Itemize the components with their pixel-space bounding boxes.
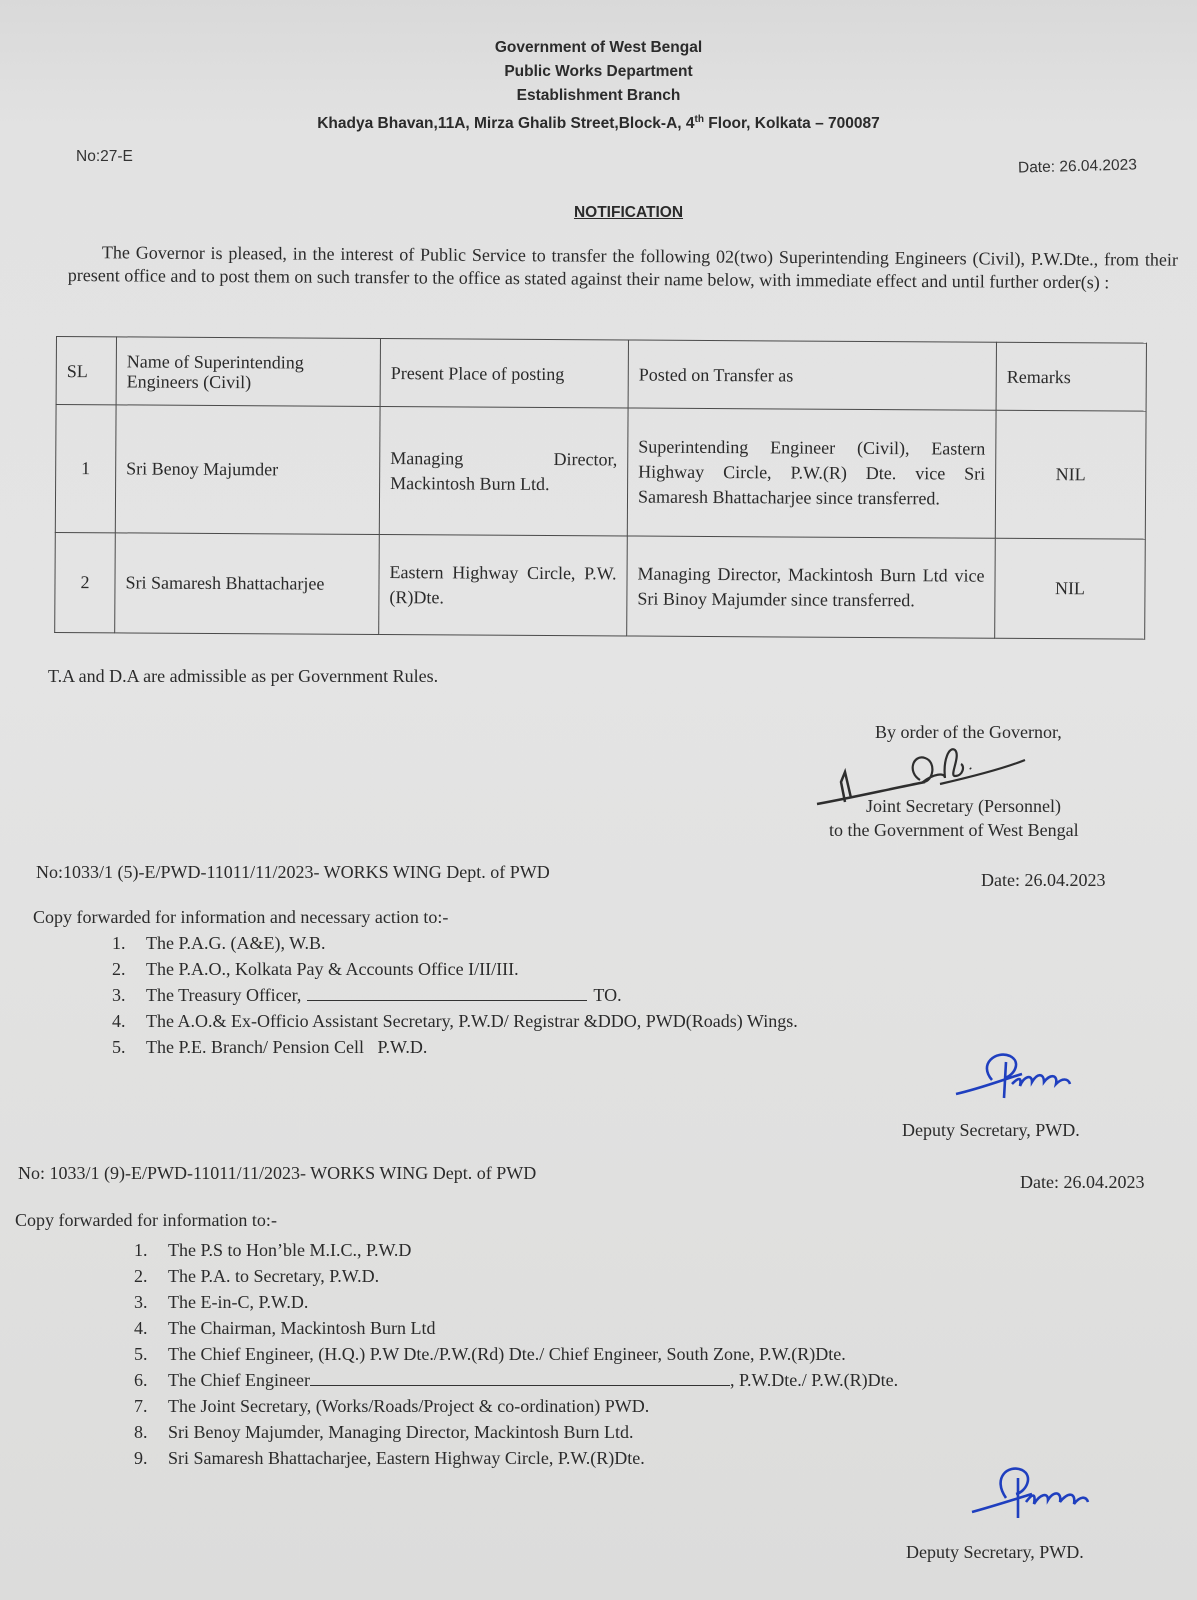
list-item: 7. The Joint Secretary, (Works/Roads/Project & co-ordination) PWD.: [134, 1396, 650, 1416]
copy1-list: [112, 930, 798, 1060]
copy2-list: [134, 1237, 898, 1471]
list-item: 1. The P.A.G. (A&E), W.B.: [112, 933, 326, 953]
col-header-remarks: Remarks: [996, 342, 1146, 411]
department-name: Public Works Department: [504, 63, 693, 80]
table-row: [55, 405, 1146, 540]
copy2-intro: Copy forwarded for information to:-: [15, 1210, 277, 1230]
transfer-table: [54, 336, 1147, 640]
blank-fill-line: [307, 982, 587, 1001]
cell-posted: Superintending Engineer (Civil), Eastern Highway Circle, P.W.(R) Dte. vice Sri Samaresh Bhattacharjee since transferred.: [627, 408, 996, 538]
deputy-secretary-signature-2-icon: [968, 1462, 1108, 1532]
cell-remarks: NIL: [995, 410, 1146, 539]
memo-date: Date: 26.04.2023: [1017, 156, 1138, 177]
letterhead: [0, 36, 1197, 136]
cell-present: Managing Director, Mackintosh Burn Ltd.: [379, 406, 628, 536]
col-header-name: Name of Superintending Engineers (Civil): [116, 337, 380, 407]
branch-name: Establishment Branch: [516, 87, 681, 104]
table-header-row: [56, 337, 1146, 412]
joint-secretary-designation: Joint Secretary (Personnel): [866, 796, 1061, 816]
joint-secretary-org: to the Government of West Bengal: [829, 820, 1079, 840]
copy1-signatory: Deputy Secretary, PWD.: [902, 1120, 1080, 1140]
cell-sl: 2: [55, 532, 116, 632]
table-row: [55, 532, 1146, 639]
govt-name: Government of West Bengal: [494, 39, 703, 56]
memo-number: No:27-E: [76, 148, 133, 165]
cell-name: Sri Benoy Majumder: [115, 405, 380, 535]
list-item: 6. The Chief Engineer , P.W.Dte./ P.W.(R)Dte.: [134, 1367, 898, 1393]
cell-present: Eastern Highway Circle, P.W.(R)Dte.: [379, 534, 628, 636]
list-item: 1. The P.S to Hon’ble M.I.C., P.W.D: [134, 1240, 412, 1260]
list-item: 3. The E-in-C, P.W.D.: [134, 1292, 309, 1312]
list-item: 8. Sri Benoy Majumder, Managing Director, Mackintosh Burn Ltd.: [134, 1422, 634, 1442]
office-address: Khadya Bhavan,11A, Mirza Ghalib Street,Block-A, 4th Floor, Kolkata – 700087: [317, 114, 880, 133]
col-header-posted: Posted on Transfer as: [628, 340, 996, 410]
copy2-date: Date: 26.04.2023: [1020, 1172, 1145, 1192]
list-item: 2. The P.A.O., Kolkata Pay & Accounts Office I/II/III.: [112, 959, 519, 979]
col-header-present: Present Place of posting: [380, 338, 628, 408]
blank-fill-line: [310, 1367, 730, 1386]
copy1-date: Date: 26.04.2023: [981, 870, 1106, 890]
copy1-intro: Copy forwarded for information and necessary action to:-: [33, 907, 449, 927]
cell-name: Sri Samaresh Bhattacharjee: [115, 533, 380, 635]
list-item: 4. The A.O.& Ex-Officio Assistant Secretary, P.W.D/ Registrar &DDO, PWD(Roads) Wings.: [112, 1011, 798, 1031]
copy1-memo-number: No:1033/1 (5)-E/PWD-11011/11/2023- WORKS WING Dept. of PWD: [36, 862, 550, 882]
list-item: 4. The Chairman, Mackintosh Burn Ltd: [134, 1318, 436, 1338]
cell-posted: Managing Director, Mackintosh Burn Ltd vice Sri Binoy Majumder since transferred.: [627, 536, 996, 638]
copy2-memo-number: No: 1033/1 (9)-E/PWD-11011/11/2023- WORKS WING Dept. of PWD: [18, 1163, 537, 1183]
notification-body: The Governor is pleased, in the interest of Public Service to transfer the following 02(two) Superintending Engineers (Civil), P.W.Dte., from their present office and to post them on such transfer to the office as stated against their name below, with immediate effect and until further order(s) :: [67, 242, 1178, 293]
transfer-table-wrap: [54, 336, 1147, 640]
col-header-sl: SL: [56, 337, 116, 405]
list-item: 5. The Chief Engineer, (H.Q.) P.W Dte./P.W.(Rd) Dte./ Chief Engineer, South Zone, P.W.(R)Dte.: [134, 1344, 846, 1364]
copy2-signatory: Deputy Secretary, PWD.: [906, 1542, 1084, 1562]
list-item: 9. Sri Samaresh Bhattacharjee, Eastern Highway Circle, P.W.(R)Dte.: [134, 1448, 645, 1468]
ta-da-note: T.A and D.A are admissible as per Government Rules.: [48, 666, 439, 686]
list-item: 5. The P.E. Branch/ Pension Cell P.W.D.: [112, 1037, 428, 1057]
document-title: NOTIFICATION: [573, 204, 684, 221]
cell-sl: 1: [55, 405, 116, 533]
cell-remarks: NIL: [995, 538, 1146, 639]
list-item: 2. The P.A. to Secretary, P.W.D.: [134, 1266, 380, 1286]
by-order-text: By order of the Governor,: [875, 722, 1062, 742]
deputy-secretary-signature-icon: [952, 1050, 1092, 1110]
list-item: 3. The Treasury Officer, TO.: [112, 982, 798, 1008]
